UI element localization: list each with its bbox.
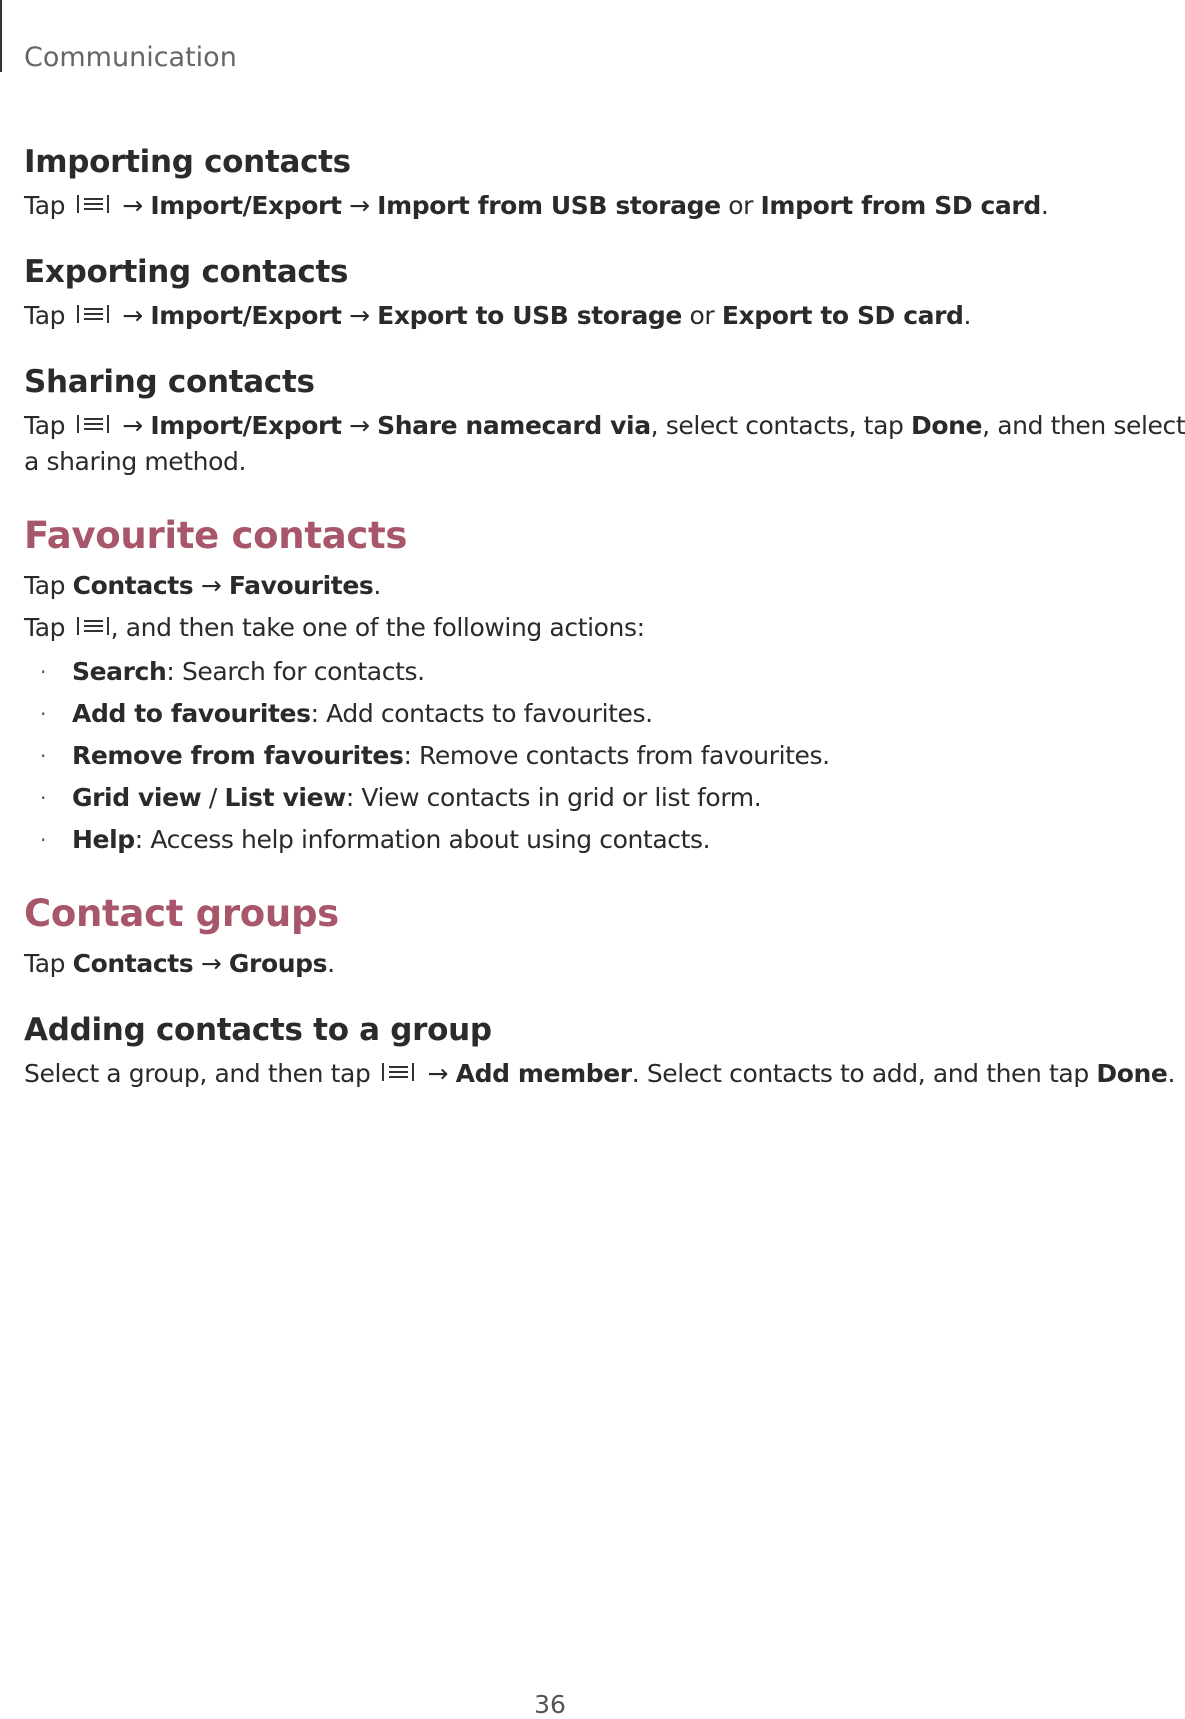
contacts-label: Contacts xyxy=(72,949,194,978)
period: . xyxy=(373,571,381,600)
action-description: : Search for contacts. xyxy=(166,657,425,686)
tap-text: Tap xyxy=(24,949,66,978)
period: . xyxy=(327,949,335,978)
page-number: 36 xyxy=(534,1690,566,1719)
contacts-label: Contacts xyxy=(72,571,194,600)
page-content xyxy=(24,140,1185,1092)
exporting-heading: Exporting contacts xyxy=(24,254,349,290)
adding-mid-text: . Select contacts to add, and then tap xyxy=(631,1059,1089,1088)
menu-icon xyxy=(382,1063,416,1083)
list-item xyxy=(24,822,1064,858)
favourites-heading: Favourite contacts xyxy=(24,514,408,557)
period: . xyxy=(1167,1059,1175,1088)
action-name: Search xyxy=(72,657,167,686)
separator: / xyxy=(201,783,225,812)
bullet: · xyxy=(40,786,46,810)
importing-instruction xyxy=(24,188,1064,224)
done-label: Done xyxy=(911,411,983,440)
action-name: Remove from favourites xyxy=(72,741,404,770)
add-member-label: Add member xyxy=(455,1059,632,1088)
tap-text: Tap xyxy=(24,191,66,220)
groups-heading: Contact groups xyxy=(24,892,339,935)
import-sd-label: Import from SD card xyxy=(760,191,1041,220)
action-name: Help xyxy=(72,825,135,854)
tap-text: Tap xyxy=(24,411,66,440)
list-item xyxy=(24,696,1064,732)
import-export-label: Import/Export xyxy=(150,191,342,220)
sharing-instruction-line2: a sharing method. xyxy=(24,447,247,476)
period: . xyxy=(963,301,972,330)
adding-heading: Adding contacts to a group xyxy=(24,1012,492,1048)
exporting-instruction xyxy=(24,298,1064,334)
groups-label: Groups xyxy=(228,949,328,978)
list-item xyxy=(24,738,1064,774)
import-export-label: Import/Export xyxy=(150,301,342,330)
menu-icon xyxy=(77,617,111,637)
bullet: · xyxy=(40,828,46,852)
chapter-title: Communication xyxy=(24,42,237,73)
menu-icon xyxy=(77,195,111,215)
import-usb-label: Import from USB storage xyxy=(377,191,721,220)
or-text: or xyxy=(689,301,715,330)
action-description: : View contacts in grid or list form. xyxy=(345,783,762,812)
done-label: Done xyxy=(1096,1059,1168,1088)
favourites-label: Favourites xyxy=(228,571,374,600)
adding-instruction xyxy=(24,1056,1175,1092)
bullet: · xyxy=(40,702,46,726)
action-name: Grid view xyxy=(72,783,202,812)
bullet: · xyxy=(40,660,46,684)
sharing-mid-text: , select contacts, tap xyxy=(650,411,904,440)
action-name: Add to favourites xyxy=(72,699,311,728)
export-usb-label: Export to USB storage xyxy=(377,301,682,330)
arrow: → xyxy=(427,1059,449,1088)
sharing-instruction xyxy=(24,408,1185,444)
menu-icon xyxy=(77,415,111,435)
favourites-action-list xyxy=(24,654,1064,858)
sharing-tail-text: , and then select xyxy=(982,411,1185,440)
share-namecard-label: Share namecard via xyxy=(377,411,651,440)
bullet: · xyxy=(40,744,46,768)
arrow: → xyxy=(349,411,370,440)
action-description: : Add contacts to favourites. xyxy=(310,699,653,728)
importing-heading: Importing contacts xyxy=(24,144,351,180)
arrow: → xyxy=(200,571,222,600)
list-item xyxy=(24,654,1064,690)
favourites-menu-instruction xyxy=(24,610,1064,646)
action-description: : Access help information about using contacts. xyxy=(134,825,711,854)
adding-pre-text: Select a group, and then tap xyxy=(24,1059,371,1088)
arrow: → xyxy=(122,301,143,330)
menu-icon xyxy=(77,305,111,325)
arrow: → xyxy=(122,191,143,220)
action-description: : Remove contacts from favourites. xyxy=(403,741,830,770)
arrow: → xyxy=(349,301,370,330)
groups-instruction xyxy=(24,946,1064,982)
action-name: List view xyxy=(224,783,346,812)
arrow: → xyxy=(349,191,370,220)
page-edge-line xyxy=(0,0,2,72)
import-export-label: Import/Export xyxy=(150,411,342,440)
arrow: → xyxy=(200,949,222,978)
tap-text: Tap xyxy=(24,571,66,600)
list-item xyxy=(24,780,1064,816)
favourites-after-icon-text: , and then take one of the following actions: xyxy=(110,613,645,642)
favourites-instruction xyxy=(24,568,1064,604)
or-text: or xyxy=(728,191,753,220)
period: . xyxy=(1040,191,1049,220)
arrow: → xyxy=(122,411,143,440)
tap-text: Tap xyxy=(24,301,66,330)
tap-text: Tap xyxy=(24,613,66,642)
export-sd-label: Export to SD card xyxy=(721,301,964,330)
sharing-heading: Sharing contacts xyxy=(24,364,315,400)
